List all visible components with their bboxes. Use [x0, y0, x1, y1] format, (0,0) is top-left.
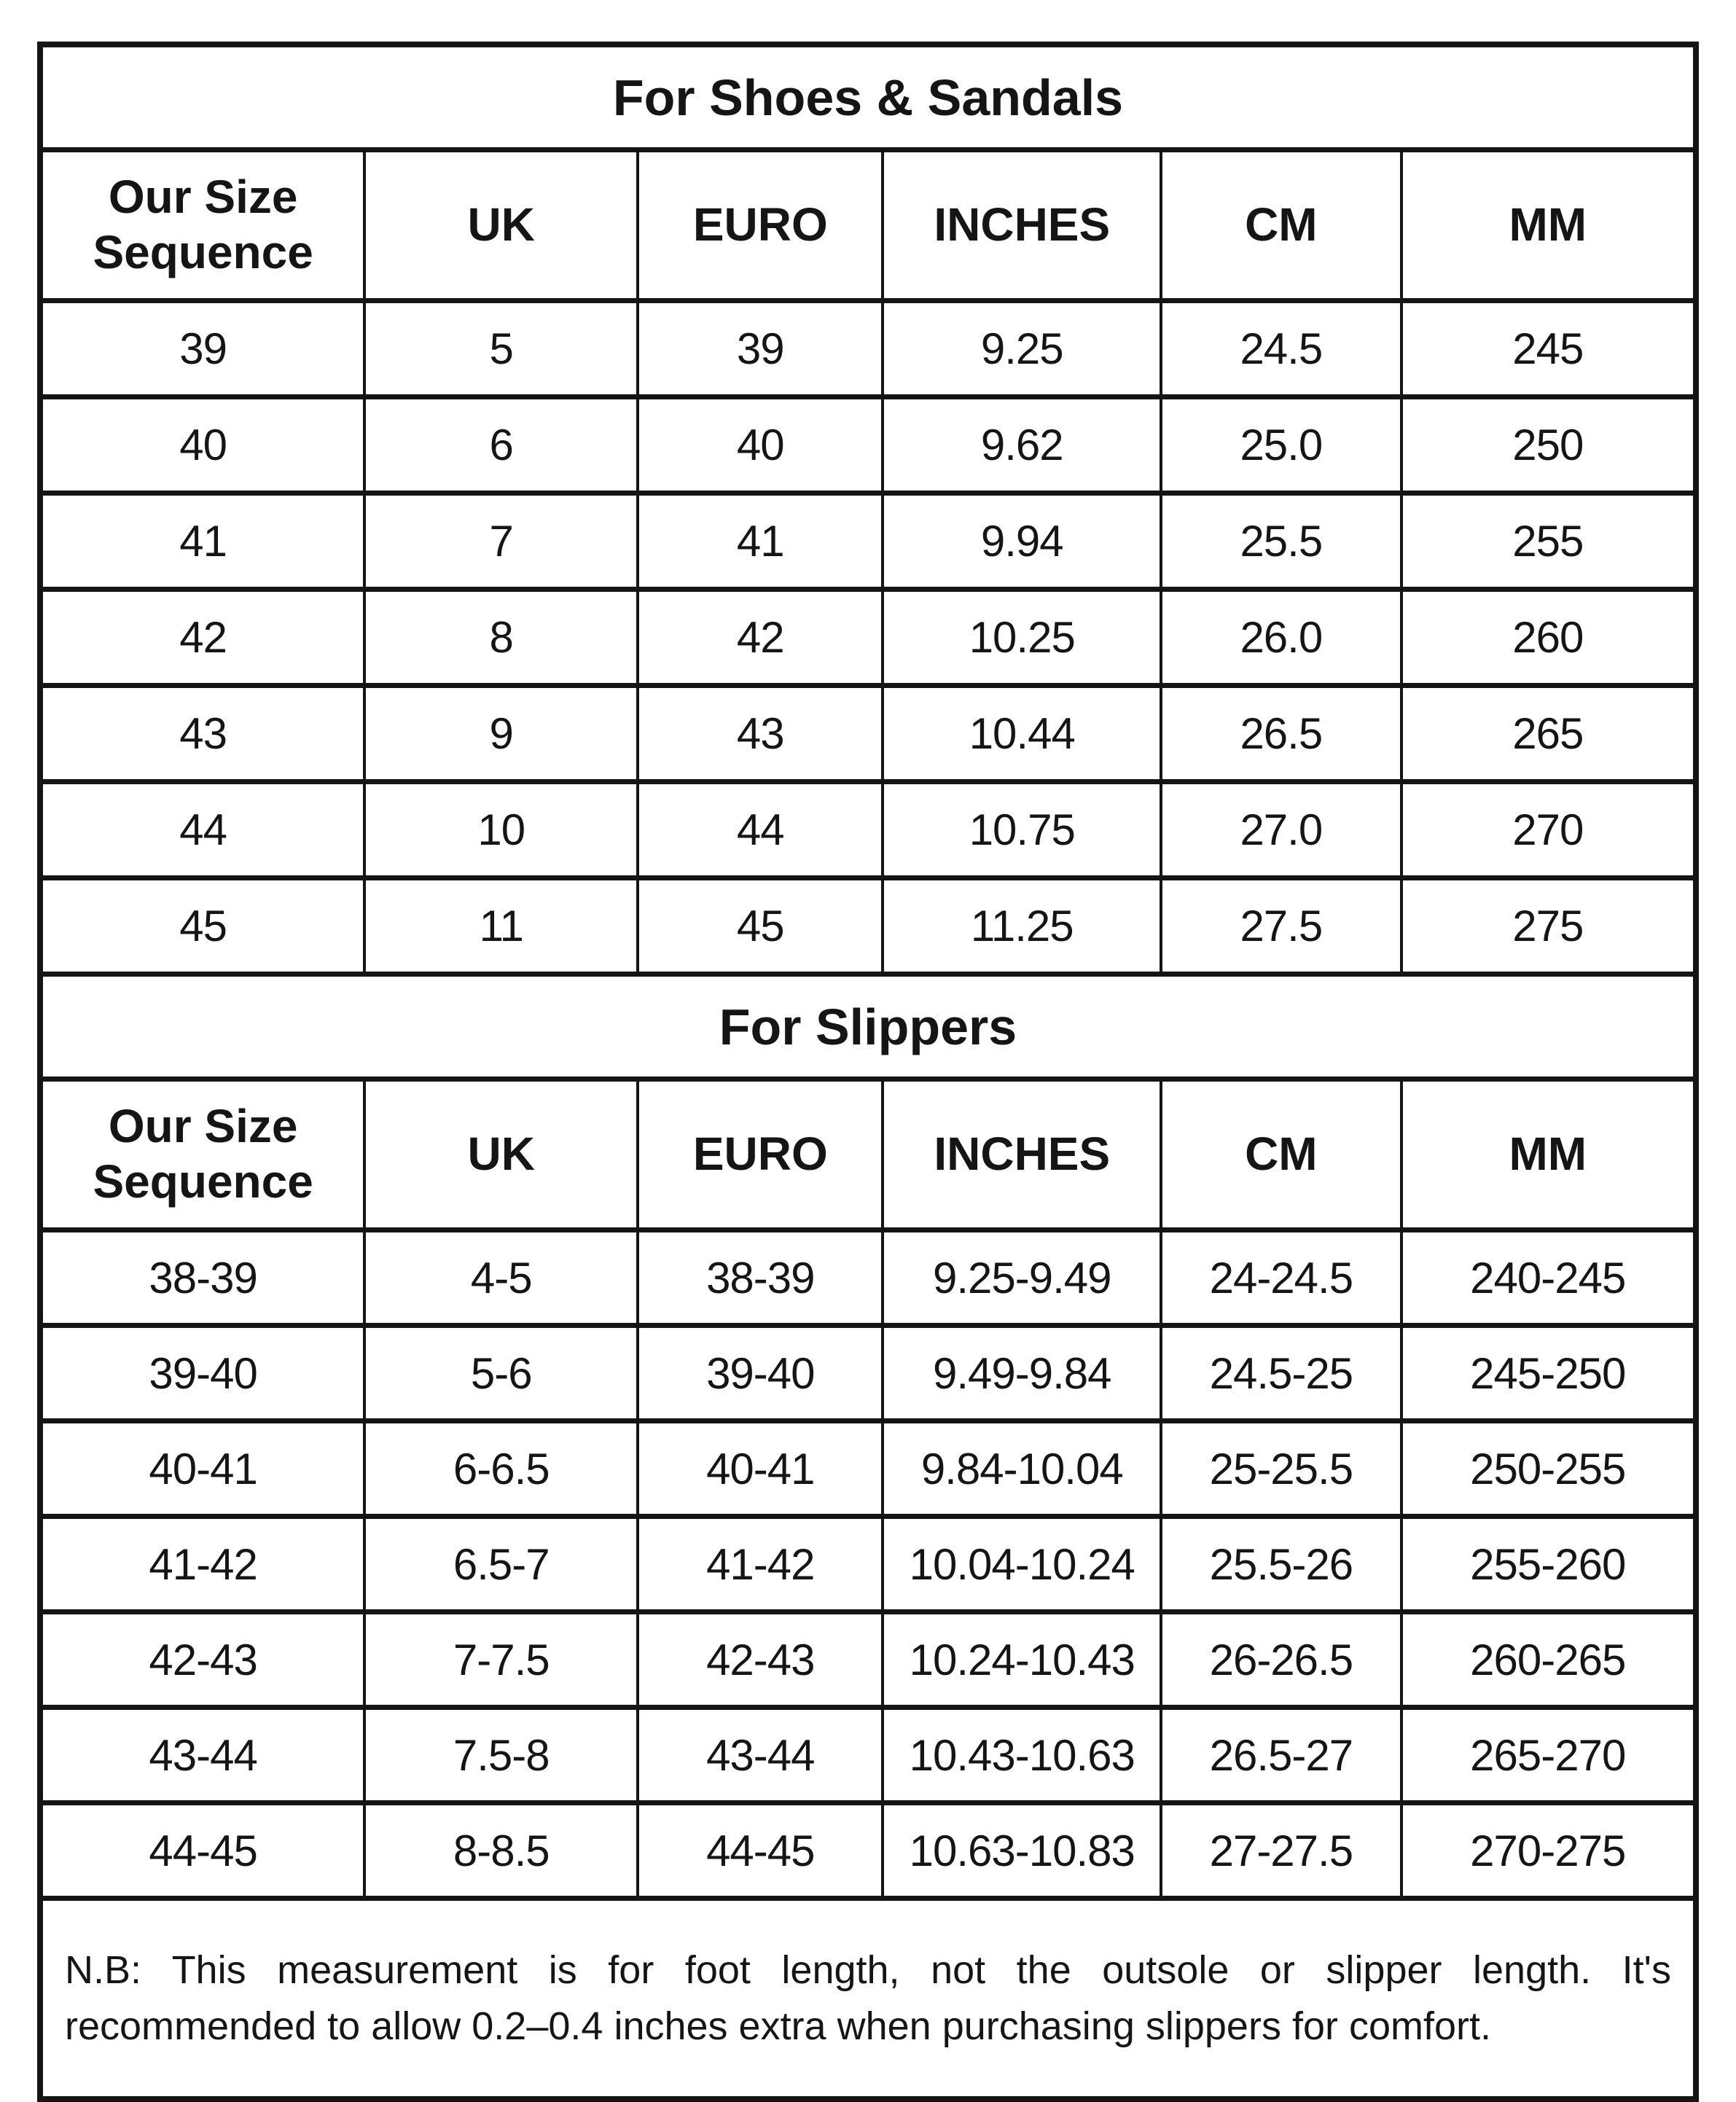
data-cell: 41 [40, 493, 364, 590]
data-cell: 27-27.5 [1161, 1803, 1401, 1899]
data-cell: 7-7.5 [364, 1612, 638, 1708]
data-cell: 6 [364, 397, 638, 493]
size-chart-table [37, 42, 1699, 2102]
data-cell: 25.5-26 [1161, 1517, 1401, 1612]
data-cell: 39-40 [638, 1326, 883, 1421]
data-cell: 5 [364, 301, 638, 397]
table-row [40, 974, 1696, 1079]
table-row [40, 1421, 1696, 1517]
header-cell-cm: CM [1161, 150, 1401, 301]
data-cell: 40 [40, 397, 364, 493]
data-cell: 42-43 [40, 1612, 364, 1708]
data-cell: 38-39 [638, 1230, 883, 1326]
data-cell: 4-5 [364, 1230, 638, 1326]
data-cell: 9.94 [883, 493, 1161, 590]
data-cell: 42 [40, 590, 364, 686]
data-cell: 43 [40, 686, 364, 782]
table-row [40, 1517, 1696, 1612]
data-cell: 8-8.5 [364, 1803, 638, 1899]
header-cell-mm: MM [1401, 1079, 1696, 1230]
data-cell: 25.5 [1161, 493, 1401, 590]
data-cell: 39 [638, 301, 883, 397]
header-cell-inches: INCHES [883, 150, 1161, 301]
header-cell-inches: INCHES [883, 1079, 1161, 1230]
data-cell: 26.5 [1161, 686, 1401, 782]
data-cell: 25.0 [1161, 397, 1401, 493]
data-cell: 45 [40, 878, 364, 974]
table-row [40, 493, 1696, 590]
data-cell: 41 [638, 493, 883, 590]
data-cell: 7.5-8 [364, 1708, 638, 1803]
header-cell-our-size-sequence: Our Size Sequence [40, 150, 364, 301]
data-cell: 255-260 [1401, 1517, 1696, 1612]
data-cell: 42 [638, 590, 883, 686]
data-cell: 6-6.5 [364, 1421, 638, 1517]
data-cell: 10.04-10.24 [883, 1517, 1161, 1612]
data-cell: 40-41 [638, 1421, 883, 1517]
size-chart [37, 42, 1699, 2048]
data-cell: 10.63-10.83 [883, 1803, 1161, 1899]
data-cell: 265 [1401, 686, 1696, 782]
data-cell: 9.84-10.04 [883, 1421, 1161, 1517]
table-row [40, 150, 1696, 301]
data-cell: 40 [638, 397, 883, 493]
data-cell: 26.0 [1161, 590, 1401, 686]
data-cell: 10.75 [883, 782, 1161, 878]
table-row [40, 1079, 1696, 1230]
header-cell-cm: CM [1161, 1079, 1401, 1230]
shoes-section-title: For Shoes & Sandals [40, 44, 1696, 150]
header-cell-uk: UK [364, 1079, 638, 1230]
data-cell: 44 [40, 782, 364, 878]
table-row [40, 590, 1696, 686]
data-cell: 26-26.5 [1161, 1612, 1401, 1708]
data-cell: 275 [1401, 878, 1696, 974]
table-row [40, 782, 1696, 878]
data-cell: 245-250 [1401, 1326, 1696, 1421]
table-row [40, 301, 1696, 397]
table-row [40, 397, 1696, 493]
table-row [40, 686, 1696, 782]
data-cell: 245 [1401, 301, 1696, 397]
data-cell: 27.5 [1161, 878, 1401, 974]
data-cell: 41-42 [638, 1517, 883, 1612]
data-cell: 10 [364, 782, 638, 878]
data-cell: 10.24-10.43 [883, 1612, 1161, 1708]
data-cell: 44-45 [638, 1803, 883, 1899]
data-cell: 8 [364, 590, 638, 686]
data-cell: 43 [638, 686, 883, 782]
data-cell: 9 [364, 686, 638, 782]
data-cell: 5-6 [364, 1326, 638, 1421]
data-cell: 39 [40, 301, 364, 397]
header-cell-mm: MM [1401, 150, 1696, 301]
data-cell: 9.25-9.49 [883, 1230, 1161, 1326]
data-cell: 11.25 [883, 878, 1161, 974]
data-cell: 40-41 [40, 1421, 364, 1517]
note-text: N.B: This measurement is for foot length, not the outsole or slipper length. It's recommended to allow 0.2–0.4 inches extra when purchasing slippers for comfort. [40, 1899, 1696, 2100]
data-cell: 44 [638, 782, 883, 878]
data-cell: 9.25 [883, 301, 1161, 397]
data-cell: 41-42 [40, 1517, 364, 1612]
data-cell: 38-39 [40, 1230, 364, 1326]
data-cell: 255 [1401, 493, 1696, 590]
header-cell-euro: EURO [638, 1079, 883, 1230]
data-cell: 27.0 [1161, 782, 1401, 878]
data-cell: 270 [1401, 782, 1696, 878]
data-cell: 39-40 [40, 1326, 364, 1421]
data-cell: 270-275 [1401, 1803, 1696, 1899]
data-cell: 45 [638, 878, 883, 974]
table-row [40, 1326, 1696, 1421]
data-cell: 260-265 [1401, 1612, 1696, 1708]
data-cell: 9.62 [883, 397, 1161, 493]
data-cell: 7 [364, 493, 638, 590]
header-cell-our-size-sequence: Our Size Sequence [40, 1079, 364, 1230]
data-cell: 260 [1401, 590, 1696, 686]
data-cell: 6.5-7 [364, 1517, 638, 1612]
data-cell: 26.5-27 [1161, 1708, 1401, 1803]
data-cell: 250 [1401, 397, 1696, 493]
data-cell: 9.49-9.84 [883, 1326, 1161, 1421]
data-cell: 24.5-25 [1161, 1326, 1401, 1421]
data-cell: 250-255 [1401, 1421, 1696, 1517]
data-cell: 42-43 [638, 1612, 883, 1708]
table-row [40, 44, 1696, 150]
data-cell: 10.25 [883, 590, 1161, 686]
data-cell: 10.43-10.63 [883, 1708, 1161, 1803]
table-row [40, 1899, 1696, 2100]
data-cell: 25-25.5 [1161, 1421, 1401, 1517]
data-cell: 43-44 [40, 1708, 364, 1803]
table-row [40, 1230, 1696, 1326]
data-cell: 43-44 [638, 1708, 883, 1803]
table-row [40, 878, 1696, 974]
table-row [40, 1612, 1696, 1708]
data-cell: 240-245 [1401, 1230, 1696, 1326]
data-cell: 24-24.5 [1161, 1230, 1401, 1326]
data-cell: 11 [364, 878, 638, 974]
data-cell: 265-270 [1401, 1708, 1696, 1803]
header-cell-euro: EURO [638, 150, 883, 301]
data-cell: 44-45 [40, 1803, 364, 1899]
slippers-section-title: For Slippers [40, 974, 1696, 1079]
data-cell: 10.44 [883, 686, 1161, 782]
data-cell: 24.5 [1161, 301, 1401, 397]
table-row [40, 1803, 1696, 1899]
header-cell-uk: UK [364, 150, 638, 301]
table-row [40, 1708, 1696, 1803]
